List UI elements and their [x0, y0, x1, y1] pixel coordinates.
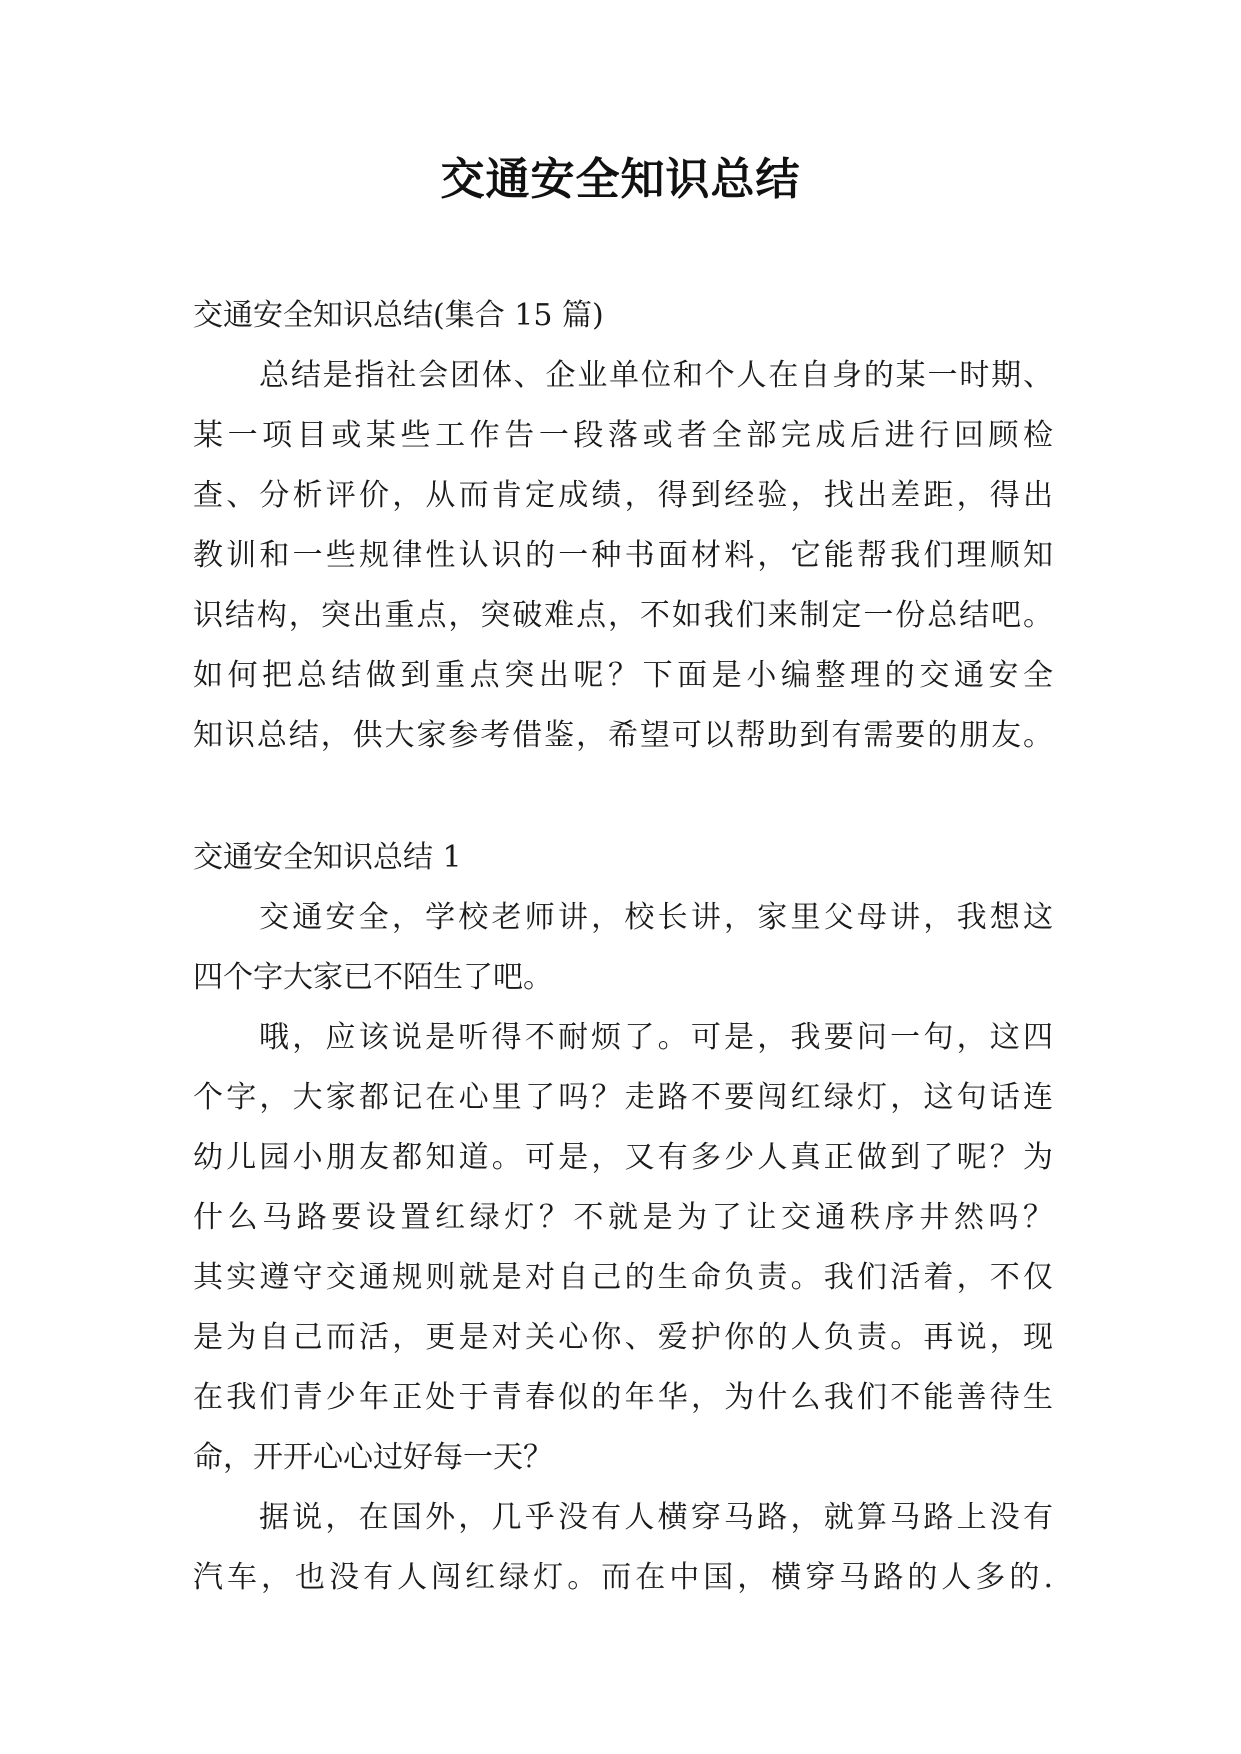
- intro-line: 教训和一些规律性认识的一种书面材料，它能帮我们理顺知: [193, 538, 1053, 573]
- paragraph-line: 个字，大家都记在心里了吗？走路不要闯红绿灯，这句话连: [193, 1080, 1053, 1115]
- intro-line: 某一项目或某些工作告一段落或者全部完成后进行回顾检: [193, 418, 1053, 453]
- intro-paragraph: [193, 346, 1053, 766]
- paragraph-line: 什么马路要设置红绿灯？不就是为了让交通秩序井然吗？: [193, 1200, 1053, 1235]
- section-gap: [193, 766, 1053, 828]
- intro-line: 查、分析评价，从而肯定成绩，得到经验，找出差距，得出: [193, 478, 1053, 513]
- intro-line: 知识总结，供大家参考借鉴，希望可以帮助到有需要的朋友。: [193, 718, 1053, 753]
- paragraph-line: 是为自己而活，更是对关心你、爱护你的人负责。再说，现: [193, 1320, 1053, 1355]
- paragraph-line: 汽车，也没有人闯红绿灯。而在中国，横穿马路的人多的.: [193, 1560, 1053, 1595]
- collection-subtitle: 交通安全知识总结(集合 15 篇): [193, 298, 604, 333]
- document-title: 交通安全知识总结: [440, 154, 801, 205]
- paragraph: [193, 1488, 1053, 1608]
- paragraph-line: 在我们青少年正处于青春似的年华，为什么我们不能善待生: [193, 1380, 1053, 1415]
- paragraph: [193, 888, 1053, 1008]
- paragraph-line: 交通安全，学校老师讲，校长讲，家里父母讲，我想这: [259, 900, 1053, 935]
- section-heading: 交通安全知识总结 1: [193, 840, 462, 875]
- paragraph-line: 据说，在国外，几乎没有人横穿马路，就算马路上没有: [259, 1500, 1053, 1535]
- intro-line: 总结是指社会团体、企业单位和个人在自身的某一时期、: [259, 358, 1053, 393]
- paragraph-line: 幼儿园小朋友都知道。可是，又有多少人真正做到了呢？为: [193, 1140, 1053, 1175]
- document-body: [193, 286, 1053, 1608]
- paragraph-line: 四个字大家已不陌生了吧。: [193, 960, 553, 995]
- intro-line: 如何把总结做到重点突出呢？下面是小编整理的交通安全: [193, 658, 1053, 693]
- paragraph-line: 命，开开心心过好每一天？: [193, 1440, 553, 1475]
- paragraph-line: 哦，应该说是听得不耐烦了。可是，我要问一句，这四: [259, 1020, 1053, 1055]
- paragraph-line: 其实遵守交通规则就是对自己的生命负责。我们活着，不仅: [193, 1260, 1053, 1295]
- paragraph: [193, 1008, 1053, 1488]
- intro-line: 识结构，突出重点，突破难点，不如我们来制定一份总结吧。: [193, 598, 1053, 633]
